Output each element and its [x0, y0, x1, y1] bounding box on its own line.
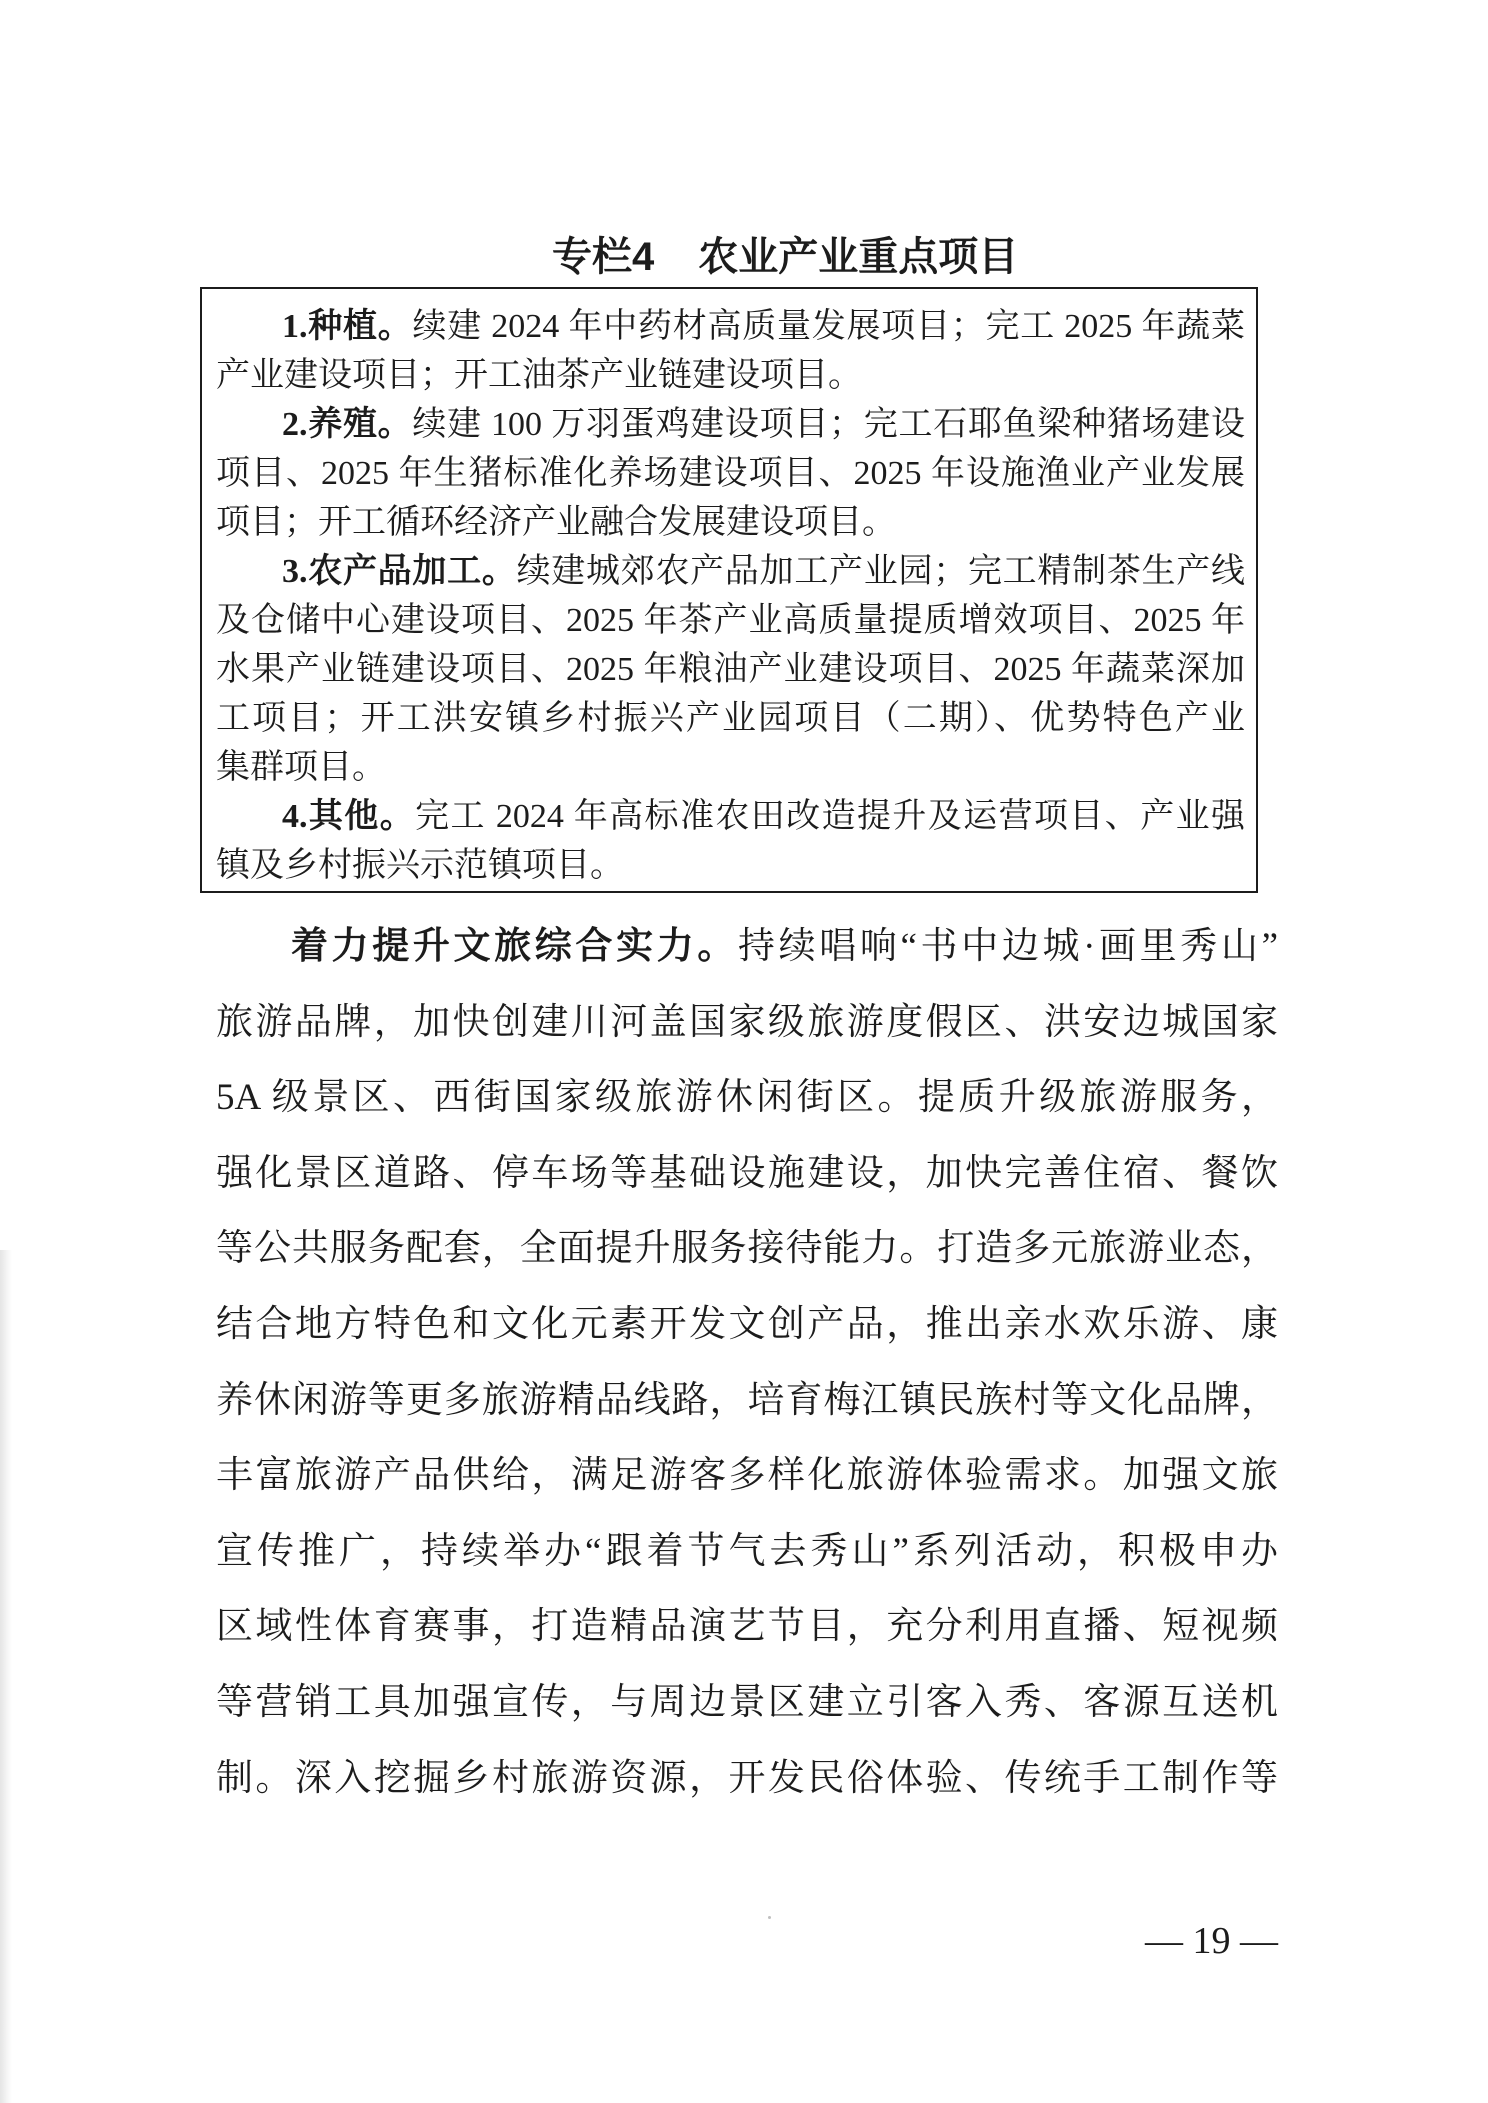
- paragraph-line: 区域性体育赛事，打造精品演艺节目，充分利用直播、短视频: [216, 1606, 1278, 1648]
- item-label: 4.其他。: [282, 798, 416, 835]
- paragraph-text: 持续唱响“书中边城·画里秀山”: [737, 926, 1278, 967]
- paragraph-line: 旅游品牌，加快创建川河盖国家级旅游度假区、洪安边城国家: [216, 1001, 1278, 1043]
- item-text: 完工 2024 年高标准农田改造提升及运营项目、产业强: [415, 798, 1246, 835]
- paragraph-line: 制。深入挖掘乡村旅游资源，开发民俗体验、传统手工制作等: [216, 1757, 1278, 1799]
- box-item-other-line: 镇及乡村振兴示范镇项目。: [216, 847, 624, 884]
- paragraph-line: 养休闲游等更多旅游精品线路，培育梅江镇民族村等文化品牌，: [216, 1379, 1278, 1421]
- item-text: 续建 2024 年中药材高质量发展项目；完工 2025 年蔬菜: [412, 308, 1245, 345]
- body-paragraph: [216, 909, 1278, 1816]
- box-item-breeding-line: 项目、2025 年生猪标准化养场建设项目、2025 年设施渔业产业发展: [216, 455, 1245, 492]
- item-label: 1.种植。: [282, 308, 413, 345]
- item-label: 2.养殖。: [282, 406, 413, 443]
- paragraph-line: 丰富旅游产品供给，满足游客多样化旅游体验需求。加强文旅: [216, 1455, 1278, 1497]
- paragraph-line: 宣传推广，持续举办“跟着节气去秀山”系列活动，积极申办: [216, 1530, 1278, 1572]
- box-title: [552, 232, 1018, 282]
- box-item-processing-line: 工项目；开工洪安镇乡村振兴产业园项目（二期）、优势特色产业: [216, 700, 1245, 737]
- paragraph-line: 结合地方特色和文化元素开发文创产品，推出亲水欢乐游、康: [216, 1303, 1278, 1345]
- box-item-processing-line: 集群项目。: [216, 749, 386, 786]
- paragraph-line: [216, 909, 1278, 985]
- box-title-label: 专栏4: [552, 235, 655, 279]
- box-item-processing-line: 水果产业链建设项目、2025 年粮油产业建设项目、2025 年蔬菜深加: [216, 651, 1245, 688]
- paragraph-line: 等公共服务配套，全面提升服务接待能力。打造多元旅游业态，: [216, 1228, 1278, 1270]
- box-item-planting-line: 产业建设项目；开工油茶产业链建设项目。: [216, 357, 862, 394]
- box-item-breeding-line: 项目；开工循环经济产业融合发展建设项目。: [216, 504, 896, 541]
- box-title-text: 农业产业重点项目: [698, 235, 1019, 279]
- paragraph-line: 5A 级景区、西街国家级旅游休闲街区。提质升级旅游服务，: [216, 1077, 1278, 1119]
- item-text: 续建城郊农产品加工产业园；完工精制茶生产线: [516, 553, 1246, 590]
- item-label: 3.农产品加工。: [282, 553, 517, 590]
- scan-edge-shadow: [0, 1250, 12, 2103]
- box-item-breeding-line: [216, 400, 1245, 449]
- box-item-planting-line: [216, 302, 1245, 351]
- page-number: — 19 —: [1145, 1920, 1278, 1962]
- paragraph-line: 等营销工具加强宣传，与周边景区建立引客入秀、客源互送机: [216, 1681, 1278, 1723]
- project-box: [200, 287, 1258, 893]
- box-item-other-line: [216, 792, 1245, 841]
- item-text: 续建 100 万羽蛋鸡建设项目；完工石耶鱼梁种猪场建设: [412, 406, 1246, 443]
- paragraph-line: 强化景区道路、停车场等基础设施建设，加快完善住宿、餐饮: [216, 1152, 1278, 1194]
- box-item-processing-line: 及仓储中心建设项目、2025 年茶产业高质量提质增效项目、2025 年: [216, 602, 1245, 639]
- scan-speck: [768, 1916, 771, 1919]
- box-item-processing-line: [216, 547, 1245, 596]
- paragraph-lead: 着力提升文旅综合实力。: [291, 926, 738, 967]
